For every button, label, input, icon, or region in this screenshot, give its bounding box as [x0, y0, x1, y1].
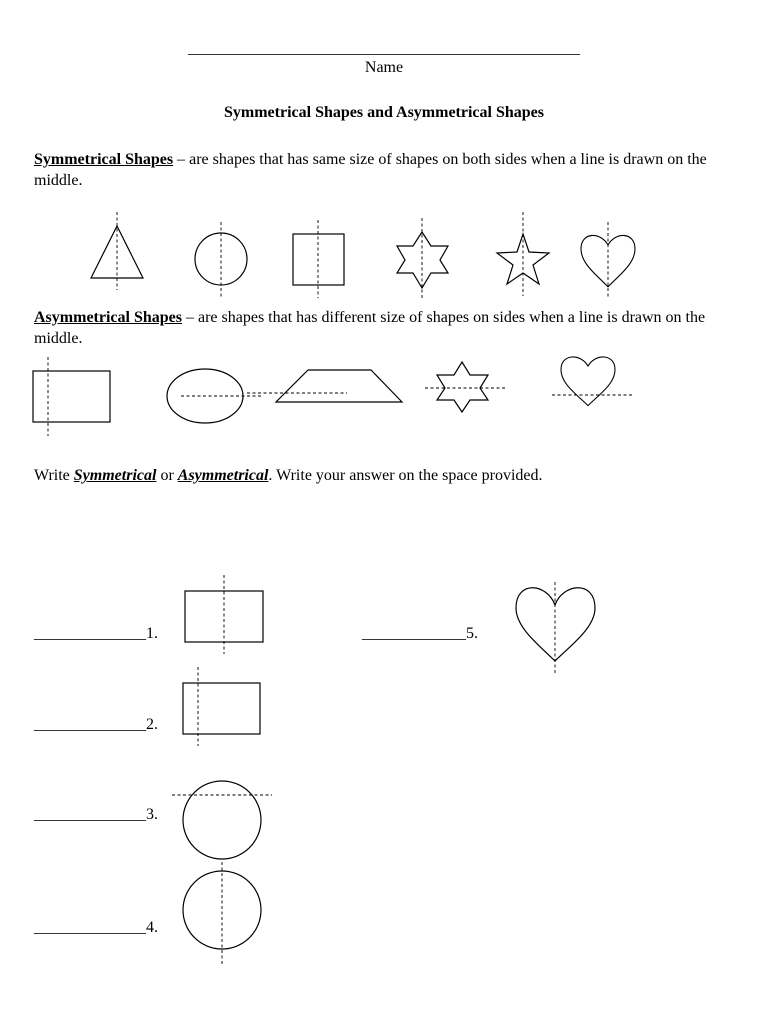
question-3-circle	[172, 781, 272, 859]
answer-blank-2[interactable]: ______________	[34, 716, 146, 733]
answer-blank-3[interactable]: ______________	[34, 806, 146, 823]
name-blank-line[interactable]: _________________________________________________	[188, 40, 580, 57]
asymmetrical-term: Asymmetrical Shapes	[34, 309, 182, 326]
option-symmetrical: Symmetrical	[73, 467, 157, 484]
question-number-5: 5.	[466, 625, 478, 642]
symmetrical-square-example	[293, 220, 344, 298]
instructions-prefix: Write	[34, 467, 74, 484]
option-asymmetrical: Asymmetrical	[177, 467, 269, 484]
instructions-middle: or	[156, 467, 178, 484]
asymmetrical-rectangle-example	[33, 357, 110, 436]
page-title: Symmetrical Shapes and Asymmetrical Shapes	[224, 104, 544, 121]
question-5-heart	[516, 582, 595, 675]
answer-blank-4[interactable]: ______________	[34, 919, 146, 936]
asymmetrical-six-point-star-example	[425, 362, 507, 412]
question-number-2: 2.	[146, 716, 158, 733]
instructions-suffix: . Write your answer on the space provided.	[268, 467, 543, 484]
answer-blank-1[interactable]: ______________	[34, 625, 146, 642]
question-number-3: 3.	[146, 806, 158, 823]
symmetrical-six-point-star-example	[397, 218, 448, 300]
name-label: Name	[364, 59, 404, 76]
asymmetrical-heart-example	[552, 357, 632, 406]
question-1-rectangle	[185, 575, 263, 654]
symmetrical-definition-text: – are shapes that has same size of shapes on both sides when a line is drawn on the middle.	[34, 151, 707, 189]
question-2-rectangle	[183, 667, 260, 746]
asymmetrical-definition-text: – are shapes that has different size of shapes on sides when a line is drawn on the middle.	[34, 309, 706, 347]
question-number-4: 4.	[146, 919, 158, 936]
answer-blank-5[interactable]: _____________	[362, 625, 466, 642]
symmetrical-circle-example	[195, 222, 247, 297]
question-number-1: 1.	[146, 625, 158, 642]
asymmetrical-oval-example	[167, 369, 262, 423]
asymmetrical-trapezoid-example	[247, 370, 402, 402]
symmetrical-triangle-example	[91, 212, 143, 290]
symmetrical-five-point-star-example	[497, 212, 549, 296]
symmetrical-term: Symmetrical Shapes	[34, 151, 174, 168]
symmetrical-heart-example	[581, 222, 635, 297]
question-4-circle	[183, 862, 261, 965]
